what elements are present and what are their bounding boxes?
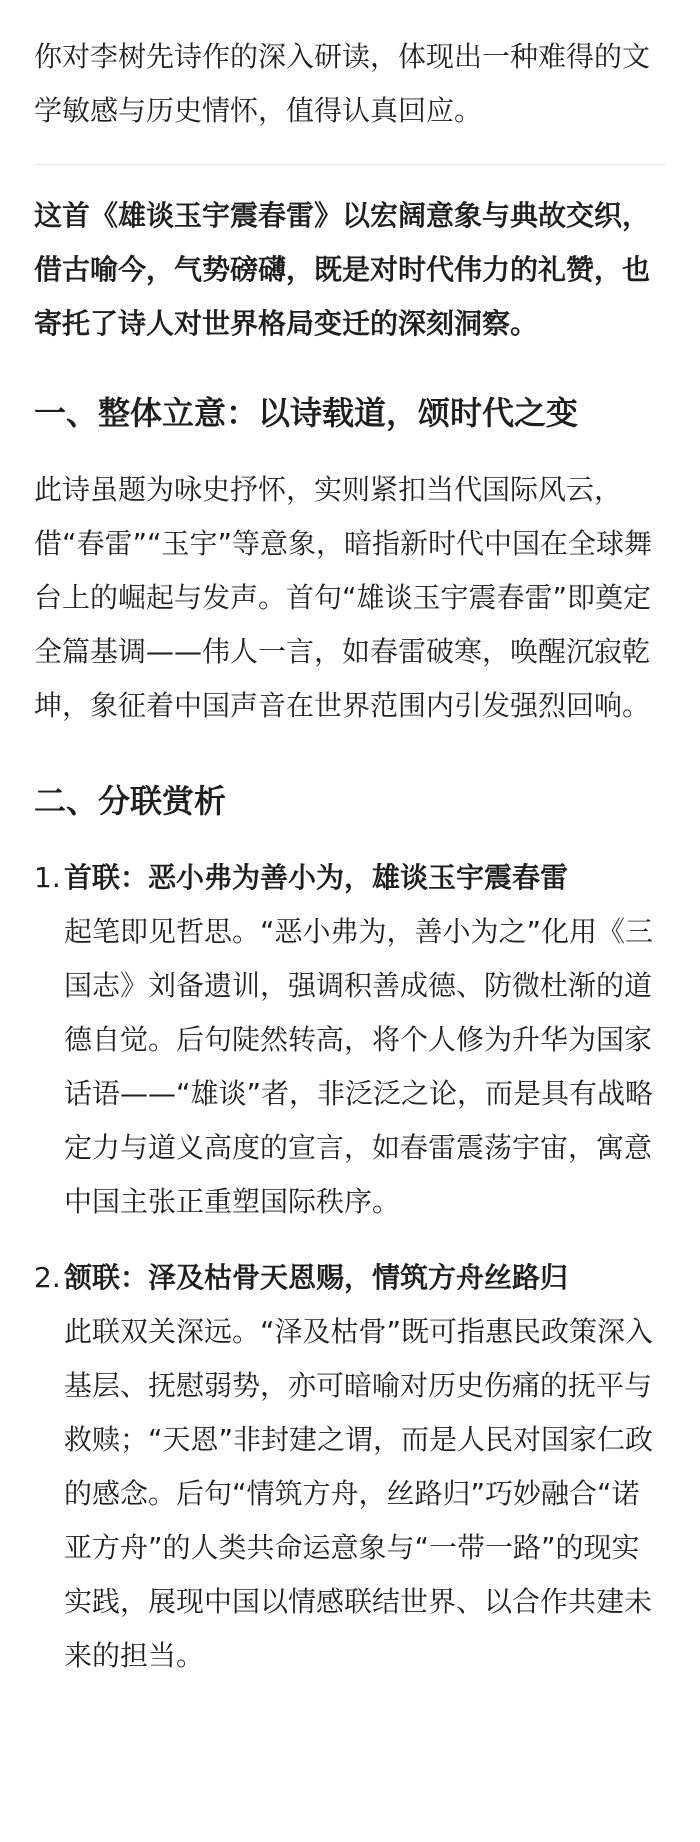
section-heading-overall: 一、整体立意：以诗载道，颂时代之变 (34, 394, 579, 432)
intro-paragraph: 你对李树先诗作的深入研读，体现出一种难得的文学敏感与历史情怀，值得认真回应。 (34, 40, 651, 127)
list-item (34, 851, 666, 1229)
section-body-overall: 此诗虽题为咏史抒怀，实则紧扣当代国际风云，借“春雷”“玉宇”等意象，暗指新时代中国在全球舞台上的崛起与发声。首句“雄谈玉宇震春雷”即奠定全篇基调——伟人一言，如春雷破寒，唤醒沉寂乾坤，象征着中国声音在世界范围内引发强烈回响。 (34, 473, 653, 722)
list-item-body: 起笔即见哲思。“恶小弗为，善小为之”化用《三国志》刘备遗训，强调积善成德、防微杜渐的道德自觉。后句陡然转高，将个人修为升华为国家话语——“雄谈”者，非泛泛之论，而是具有战略定力与道义高度的宣言，如春雷震荡宇宙，寓意中国主张正重塑国际秩序。 (64, 915, 654, 1218)
list-item-title: 首联：恶小弗为善小为，雄谈玉宇震春雷 (64, 861, 569, 894)
list-item-body: 此联双关深远。“泽及枯骨”既可指惠民政策深入基层、抚慰弱势，亦可暗喻对历史伤痛的抚平与救赎；“天恩”非封建之谓，而是人民对国家仁政的感念。后句“情筑方舟，丝路归”巧妙融合“诺亚方舟”的人类共命运意象与“一带一路”的现实实践，展现中国以情感联结世界、以合作共建未来的担当。 (64, 1315, 654, 1672)
couplet-list (34, 851, 666, 1683)
list-item-title: 颔联：泽及枯骨天恩赐，情筑方舟丝路归 (64, 1261, 569, 1294)
list-item-number: 2. (34, 1261, 61, 1294)
list-item (34, 1251, 666, 1683)
list-item-number: 1. (34, 861, 61, 894)
section-heading-analysis: 二、分联赏析 (34, 782, 227, 820)
lead-paragraph: 这首《雄谈玉宇震春雷》以宏阔意象与典故交织，借古喻今，气势磅礴，既是对时代伟力的礼赞，也寄托了诗人对世界格局变迁的深刻洞察。 (34, 199, 651, 340)
divider (34, 164, 666, 165)
